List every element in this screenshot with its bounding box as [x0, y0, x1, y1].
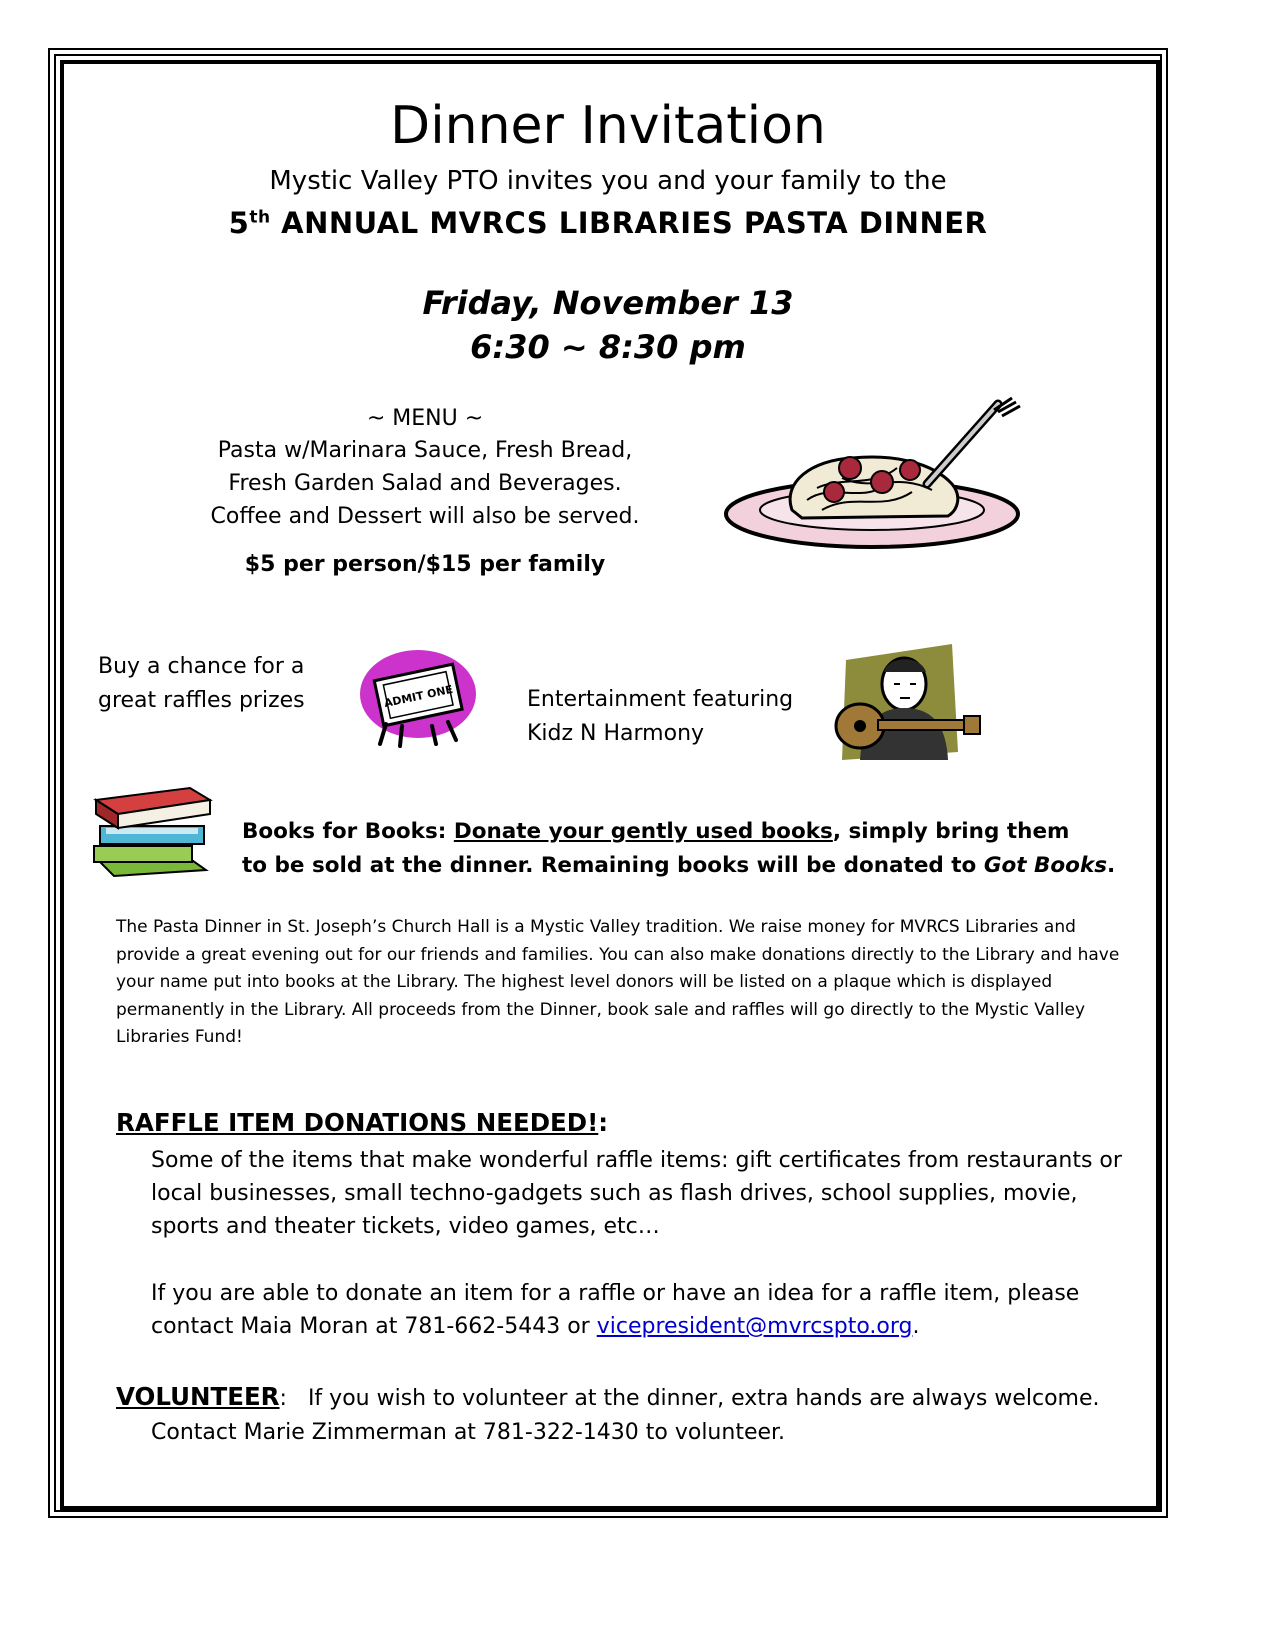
headline-ordinal: th — [249, 207, 271, 228]
pasta-plate-icon — [722, 392, 1037, 552]
raffle-promo-line: great raffles prizes — [98, 688, 305, 713]
entertainment-line: Entertainment featuring — [527, 687, 794, 712]
raffle-heading-text: RAFFLE ITEM DONATIONS NEEDED! — [116, 1108, 599, 1137]
tradition-paragraph: The Pasta Dinner in St. Joseph’s Church Hall is a Mystic Valley tradition. We raise money for MVRCS Libraries and provide a great evening out for our friends and families. You can also make donations directly to the Library and have your name put into books at the Library. The highest level donors will be listed on a plaque which is displayed permanently in the Library. All proceeds from the Dinner, book sale and raffles will go directly to the Mystic Valley Libraries Fund! — [116, 917, 1120, 1048]
menu-line: Coffee and Dessert will also be served. — [210, 504, 640, 529]
band-name: Kidz N Harmony — [527, 721, 705, 746]
raffle-promo-text — [98, 650, 348, 718]
books-stack-icon — [90, 770, 220, 890]
ticket-text: ADMIT ONE — [382, 682, 455, 711]
menu-line: Fresh Garden Salad and Beverages. — [228, 471, 622, 496]
menu-heading: ~ MENU ~ — [366, 406, 484, 431]
page-title: Dinner Invitation — [390, 96, 826, 156]
raffle-promo-line: Buy a chance for a — [98, 654, 305, 679]
raffle-items-paragraph: Some of the items that make wonderful raffle items: gift certificates from restaurants or local businesses, small techno-gadgets such as flash drives, school supplies, movie, sports and theater tickets, video games, etc… — [151, 1148, 1122, 1239]
guitar-player-icon — [820, 642, 984, 762]
books-for-books — [242, 815, 1142, 883]
entertainment-text — [527, 683, 827, 751]
books-line2-text: to be sold at the dinner. Remaining books will be donated to — [242, 853, 984, 878]
raffle-contact-text: If you are able to donate an item for a raffle or have an idea for a raffle item, please contact Maia Moran at 781-662-5443 or — [151, 1281, 1080, 1339]
volunteer-section — [116, 1380, 1156, 1450]
got-books-name: Got Books — [983, 853, 1108, 878]
books-line-2 — [242, 849, 1142, 883]
volunteer-line-1 — [116, 1380, 1156, 1416]
books-rest: , simply bring them — [832, 819, 1070, 844]
menu-line: Pasta w/Marinara Sauce, Fresh Bread, — [217, 438, 633, 463]
menu-list — [150, 434, 700, 533]
books-end: . — [1107, 853, 1116, 878]
books-line-1 — [242, 815, 1142, 849]
event-date: Friday, November 13 — [422, 284, 794, 322]
raffle-contact-end: . — [912, 1314, 920, 1339]
email-link[interactable]: vicepresident@mvrcspto.org — [596, 1314, 913, 1339]
invite-subtitle: Mystic Valley PTO invites you and your family to the — [269, 166, 947, 196]
price-text: $5 per person/$15 per family — [244, 552, 606, 577]
raffle-donations-heading — [116, 1108, 608, 1137]
volunteer-contact: Contact Marie Zimmerman at 781-322-1430 to volunteer. — [151, 1420, 786, 1445]
donate-books-text: Donate your gently used books — [453, 819, 833, 844]
raffle-heading-colon: : — [598, 1108, 609, 1137]
volunteer-colon: : — [279, 1386, 287, 1411]
event-time: 6:30 ~ 8:30 pm — [470, 328, 746, 366]
event-headline — [60, 206, 1156, 240]
raffle-contact-paragraph — [151, 1277, 1141, 1343]
headline-text: ANNUAL MVRCS LIBRARIES PASTA DINNER — [270, 206, 988, 240]
books-label: Books for Books: — [242, 819, 454, 844]
headline-number: 5 — [228, 206, 250, 240]
volunteer-heading: VOLUNTEER — [116, 1382, 280, 1411]
volunteer-text: If you wish to volunteer at the dinner, extra hands are always welcome. — [286, 1386, 1100, 1411]
admit-ticket-icon — [356, 642, 480, 752]
